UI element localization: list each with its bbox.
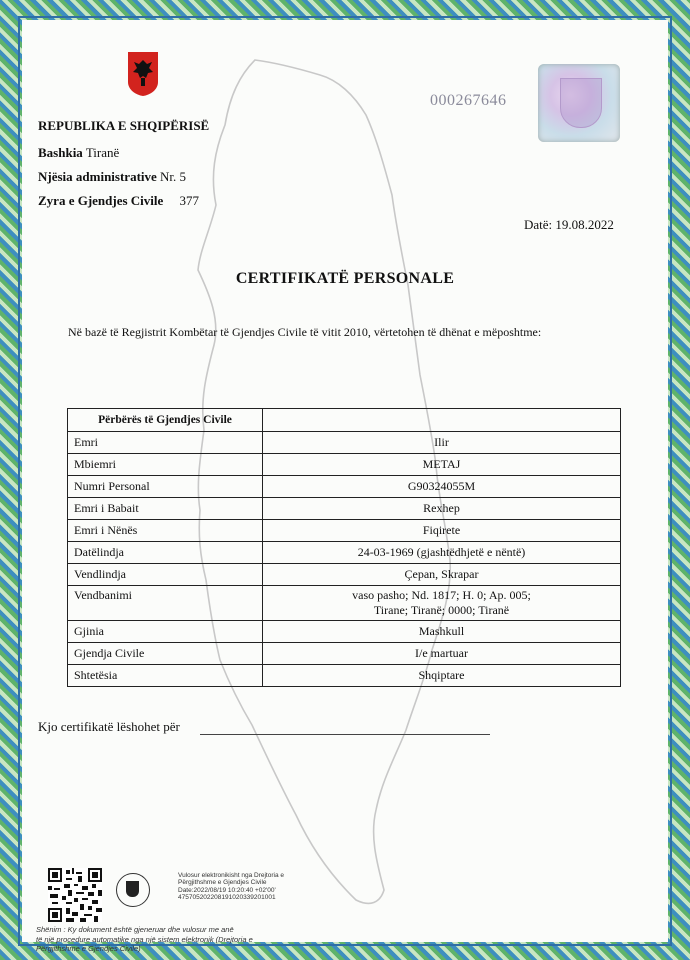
header-country: REPUBLIKA E SHQIPËRISË <box>38 118 210 133</box>
table-row: Vendlindja Çepan, Skrapar <box>68 564 621 586</box>
table-header: Përbërës të Gjendjes Civile <box>68 409 263 432</box>
table-row: Gjinia Mashkull <box>68 621 621 643</box>
header-municipality: Bashkia Tiranë <box>38 145 120 160</box>
table-row: Emri i Nënës Fiqirete <box>68 520 621 542</box>
issue-date: Datë: 19.08.2022 <box>524 217 614 232</box>
header-office: Zyra e Gjendjes Civile 377 <box>38 193 200 208</box>
albanian-eagle-emblem <box>128 52 158 96</box>
electronic-signature: Vulosur elektronikisht nga Drejtoria e Përgjithshme e Gjendjes Civile Date:2022/08/19 10:20:40 +02'00' 4757052022081910203392​01001 <box>178 872 284 902</box>
table-row: Vendbanimi vaso pasho; Nd. 1817; H. 0; Ap. 005; Tirane; Tiranë; 0000; Tiranë <box>68 586 621 621</box>
table-row: Emri Ilir <box>68 432 621 454</box>
purpose-label: Kjo certifikatë lëshohet për <box>38 719 180 734</box>
serial-number: 000267646 <box>430 92 507 109</box>
table-header-row <box>68 409 621 432</box>
qr-code <box>48 868 102 922</box>
table-row: Shtetësia Shqiptare <box>68 665 621 687</box>
purpose-blank-line <box>200 734 490 735</box>
table-row: Gjendja Civile I/e martuar <box>68 643 621 665</box>
hologram-seal <box>538 64 620 142</box>
footnote: Shënim : Ky dokument është gjeneruar dhe vulosur me anë të një procedure automatike nga një sistem elektronik (Drejtoria e Përgjithshme e Gjendjes Civile) <box>36 925 253 953</box>
certificate-title: CERTIFIKATË PERSONALE <box>235 270 455 287</box>
table-row: Datëlindja 24-03-1969 (gjashtëdhjetë e nëntë) <box>68 542 621 564</box>
table-row: Mbiemri METAJ <box>68 454 621 476</box>
registry-seal <box>116 873 150 907</box>
header-admin-unit: Njësia administrative Nr. 5 <box>38 169 187 184</box>
table-row: Emri i Babait Rexhep <box>68 498 621 520</box>
civil-status-table <box>67 408 621 687</box>
table-row: Numri Personal G90324055M <box>68 476 621 498</box>
intro-text: Në bazë të Regjistrit Kombëtar të Gjendjes Civile të vitit 2010, vërtetohen të dhënat e mëposhtme: <box>68 325 542 339</box>
